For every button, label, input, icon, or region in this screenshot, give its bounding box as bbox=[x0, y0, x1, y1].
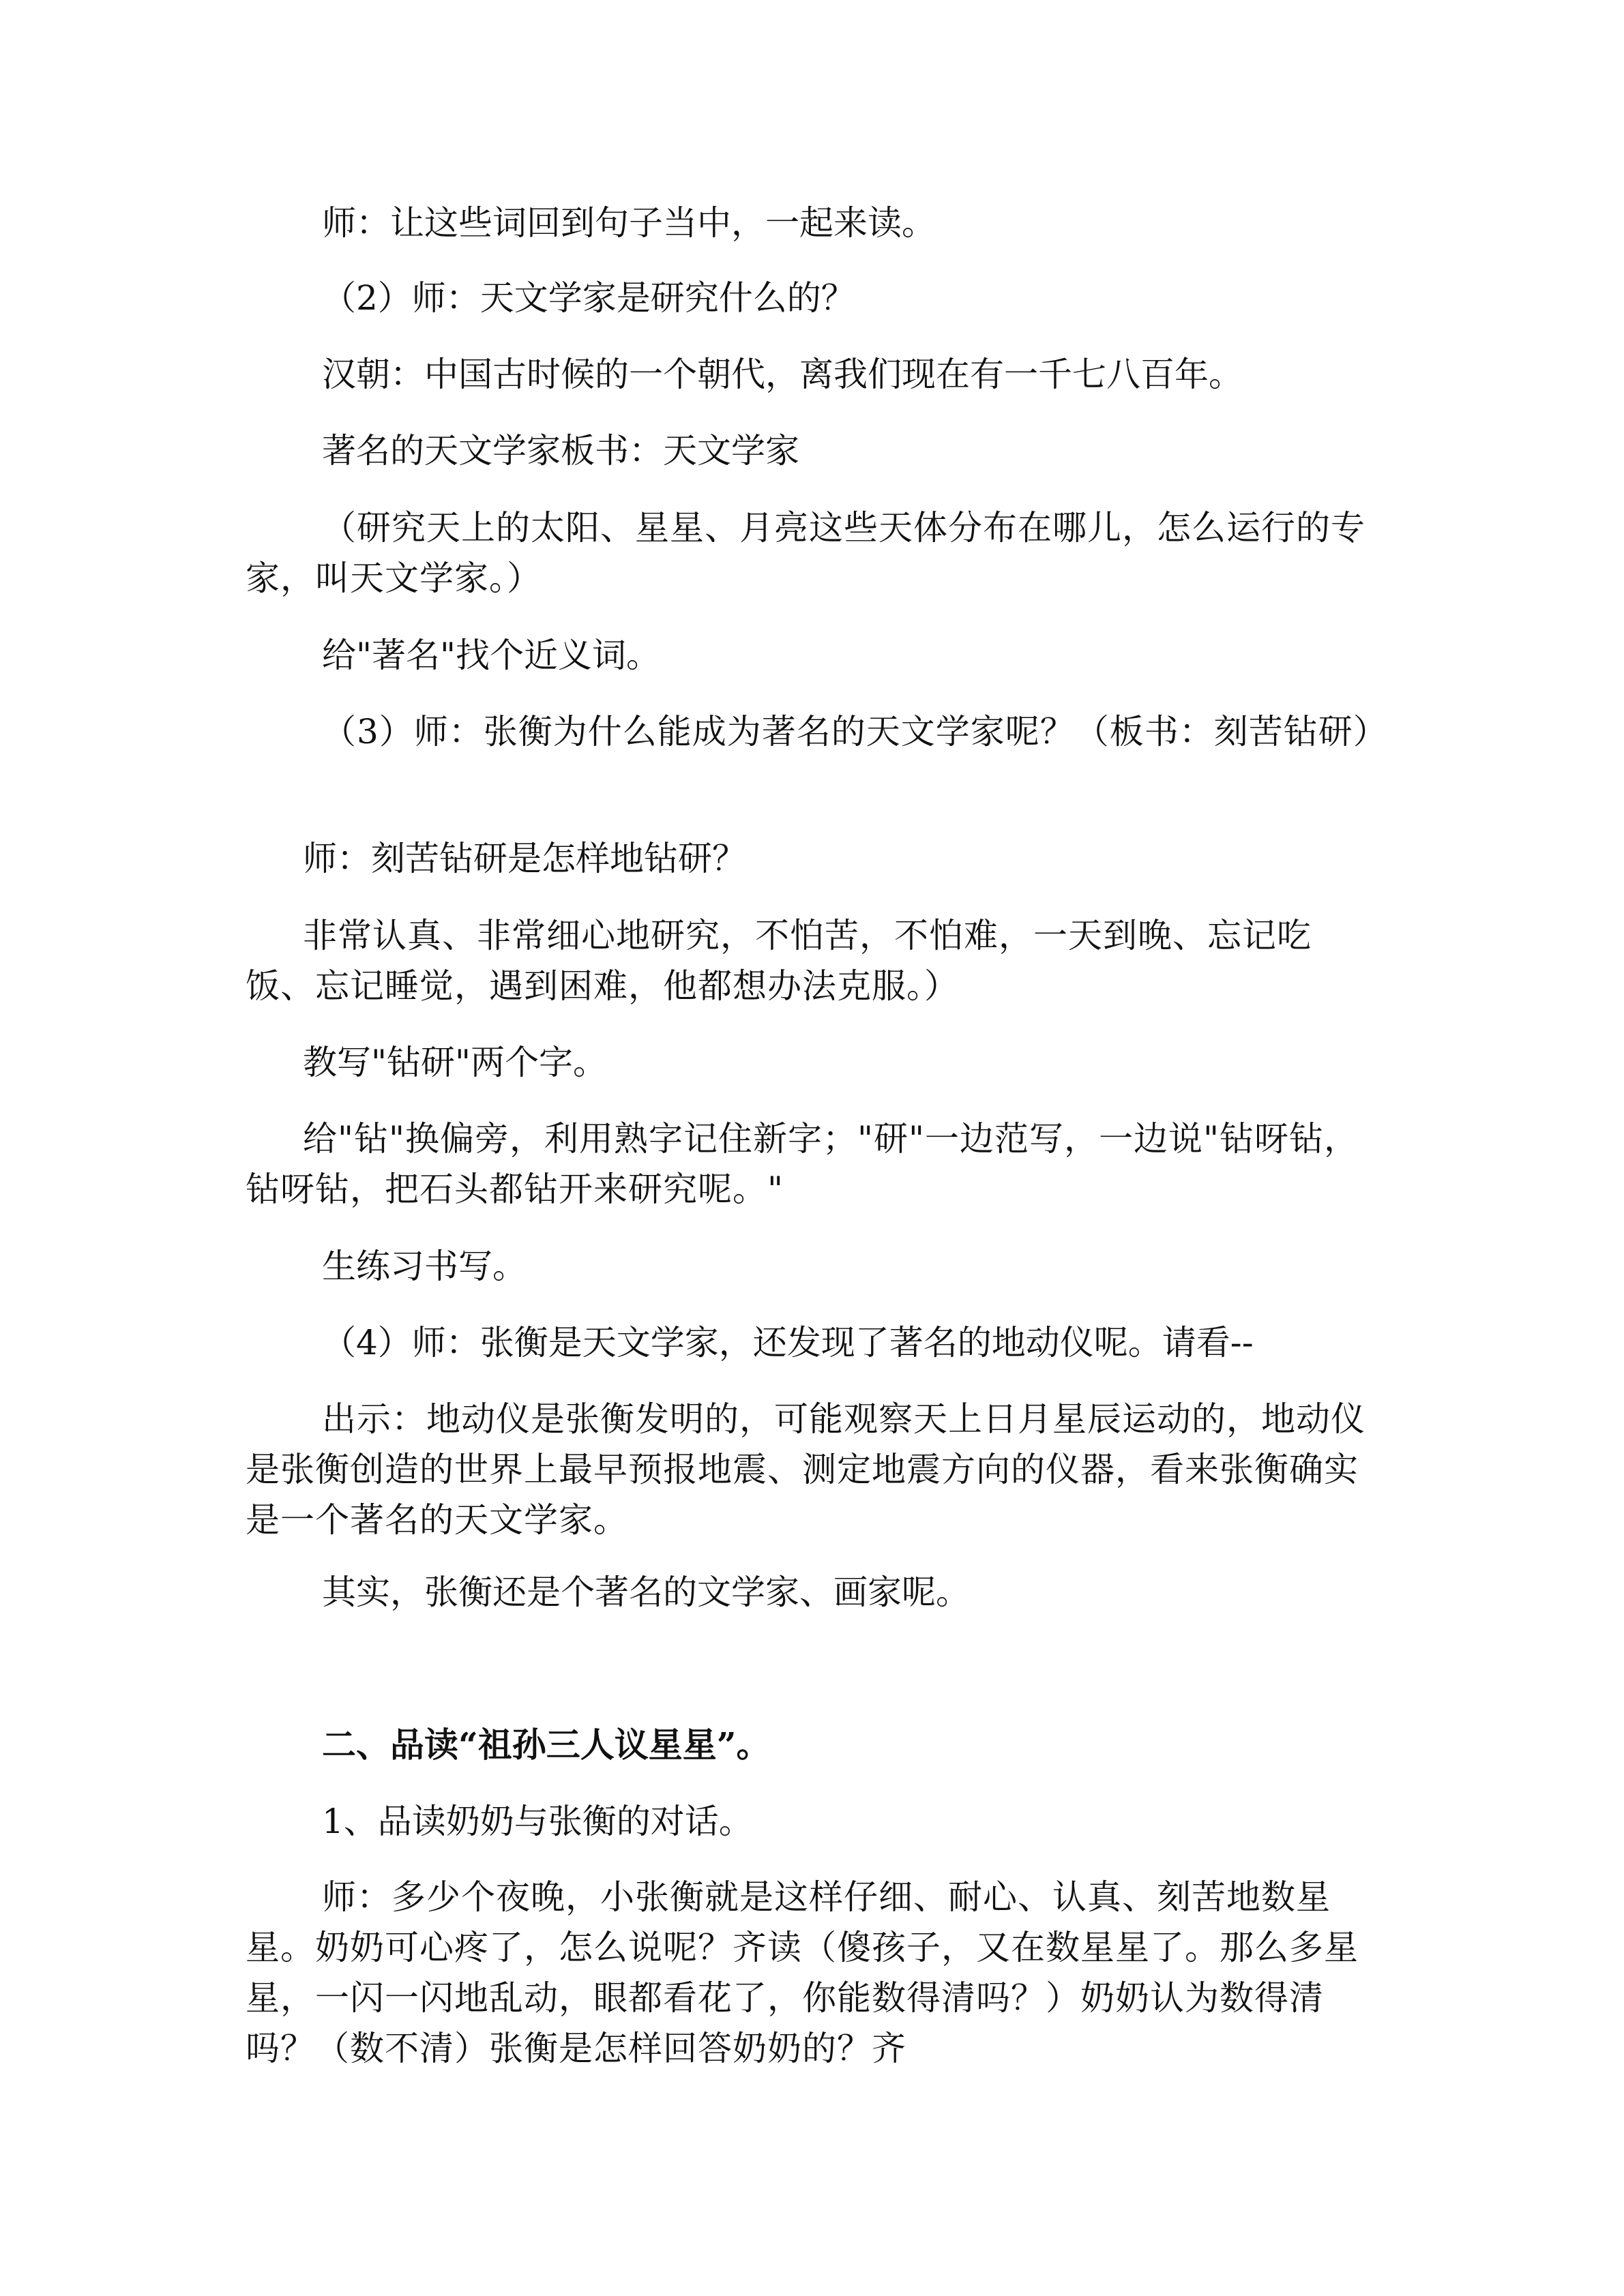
paragraph: 师：多少个夜晚，小张衡就是这样仔细、耐心、认真、刻苦地数星星。奶奶可心疼了，怎么说呢？齐读（傻孩子，又在数星星了。那么多星星，一闪一闪地乱动，眼都看花了，你能数得清吗？）奶奶认为数得清吗？（数不清）张衡是怎样回答奶奶的？齐 bbox=[246, 1877, 1359, 2068]
paragraph: 教写"钻研"两个字。 bbox=[303, 1043, 607, 1082]
paragraph: 非常认真、非常细心地研究，不怕苦，不怕难，一天到晚、忘记吃饭、忘记睡觉，遇到困难，他都想办法克服。） bbox=[246, 916, 1312, 1006]
paragraph: 其实，张衡还是个著名的文学家、画家呢。 bbox=[322, 1572, 970, 1612]
paragraph: 生练习书写。 bbox=[322, 1247, 527, 1286]
section-heading: 二、品读“祖孙三人议星星”。 bbox=[322, 1725, 771, 1765]
paragraph: （研究天上的太阳、星星、月亮这些天体分布在哪儿，怎么运行的专家，叫天文学家。） bbox=[246, 508, 1365, 598]
paragraph: 出示：地动仪是张衡发明的，可能观察天上日月星辰运动的，地动仪是张衡创造的世界上最早预报地震、测定地震方向的仪器，看来张衡确实是一个著名的天文学家。 bbox=[246, 1399, 1365, 1540]
paragraph: 著名的天文学家板书：天文学家 bbox=[322, 431, 799, 471]
paragraph: 师：刻苦钻研是怎样地钻研？ bbox=[303, 839, 746, 878]
paragraph: 给"钻"换偏旁，利用熟字记住新字；"研"一边范写，一边说"钻呀钻，钻呀钻，把石头都钻开来研究呢。" bbox=[246, 1119, 1359, 1209]
paragraph: 给"著名"找个近义词。 bbox=[322, 636, 660, 675]
paragraph: 汉朝：中国古时候的一个朝代，离我们现在有一千七八百年。 bbox=[322, 355, 1243, 394]
paragraph: （2）师：天文学家是研究什么的？ bbox=[322, 278, 855, 318]
subsection-heading: 1、品读奶奶与张衡的对话。 bbox=[322, 1802, 753, 1841]
paragraph: 师：让这些词回到句子当中，一起来读。 bbox=[322, 203, 936, 243]
paragraph: （4）师：张衡是天文学家，还发现了著名的地动仪呢。请看-- bbox=[322, 1323, 1254, 1362]
paragraph: （3）师：张衡为什么能成为著名的天文学家呢？（板书：刻苦钻研） bbox=[322, 712, 1388, 751]
